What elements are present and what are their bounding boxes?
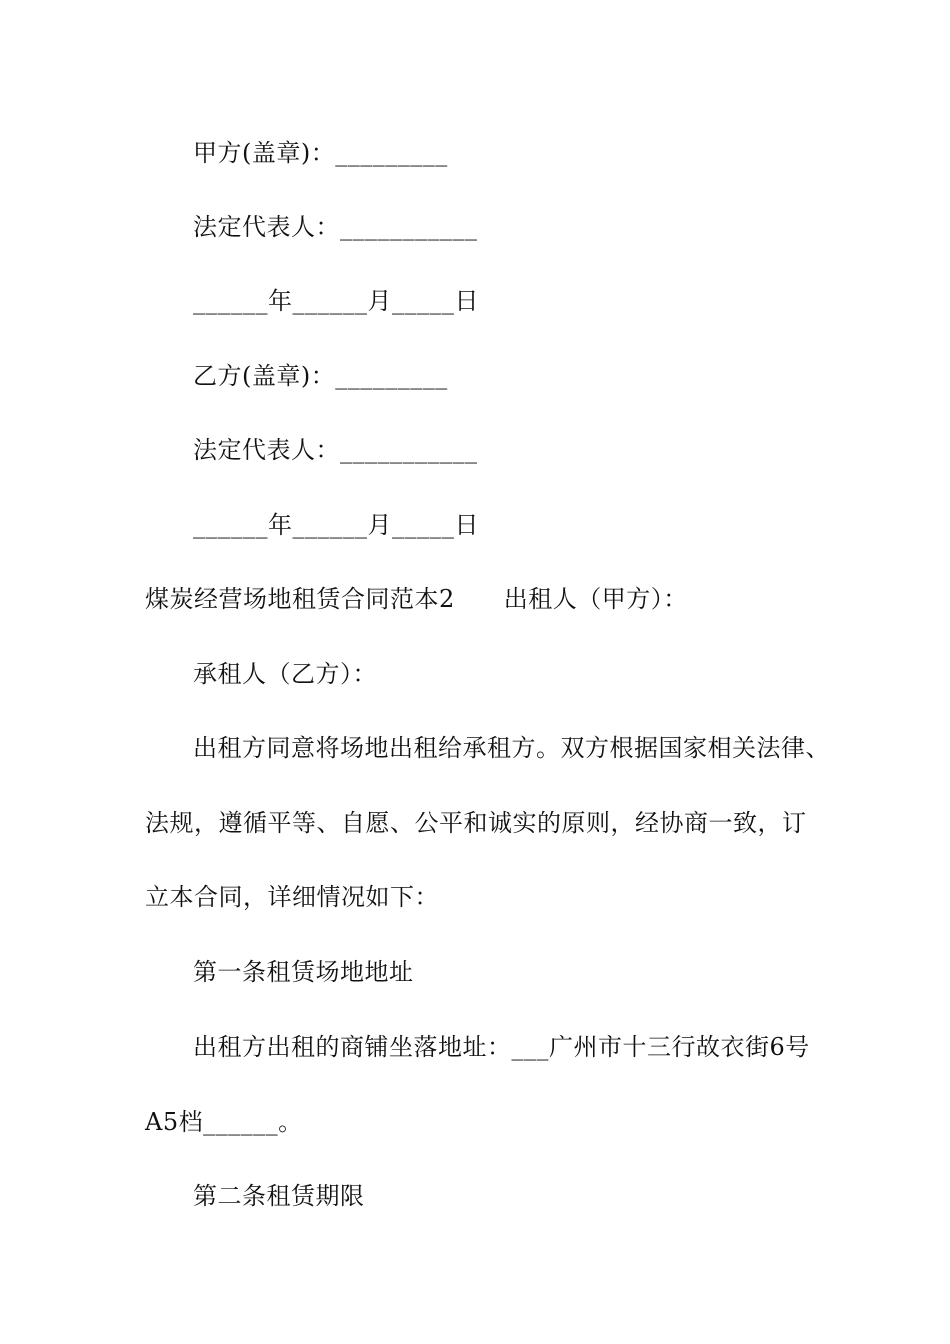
contract-title-line: 煤炭经营场地租赁合同范本2 出租人（甲方）： — [145, 585, 688, 613]
party-a-date-line: ______年______月_____日 — [193, 287, 479, 315]
address-line-1: 出租方出租的商铺坐落地址：___广州市十三行故衣街6号 — [193, 1033, 810, 1061]
party-b-seal-line: 乙方(盖章)：_________ — [193, 362, 448, 390]
intro-paragraph-line-1: 出租方同意将场地出租给承租方。双方根据国家相关法律、 — [193, 734, 830, 762]
party-a-legal-rep-line: 法定代表人：___________ — [193, 213, 478, 241]
party-b-legal-rep-line: 法定代表人：___________ — [193, 436, 478, 464]
address-line-2: A5档______。 — [145, 1108, 303, 1136]
lessee-line: 承租人（乙方）： — [193, 660, 377, 688]
party-a-seal-line: 甲方(盖章)：_________ — [193, 139, 448, 167]
intro-paragraph-line-2: 法规，遵循平等、自愿、公平和诚实的原则，经协商一致，订 — [145, 809, 807, 837]
article-2-heading: 第二条租赁期限 — [193, 1182, 365, 1210]
intro-paragraph-line-3: 立本合同，详细情况如下： — [145, 883, 439, 911]
article-1-heading: 第一条租赁场地地址 — [193, 958, 414, 986]
party-b-date-line: ______年______月_____日 — [193, 511, 479, 539]
